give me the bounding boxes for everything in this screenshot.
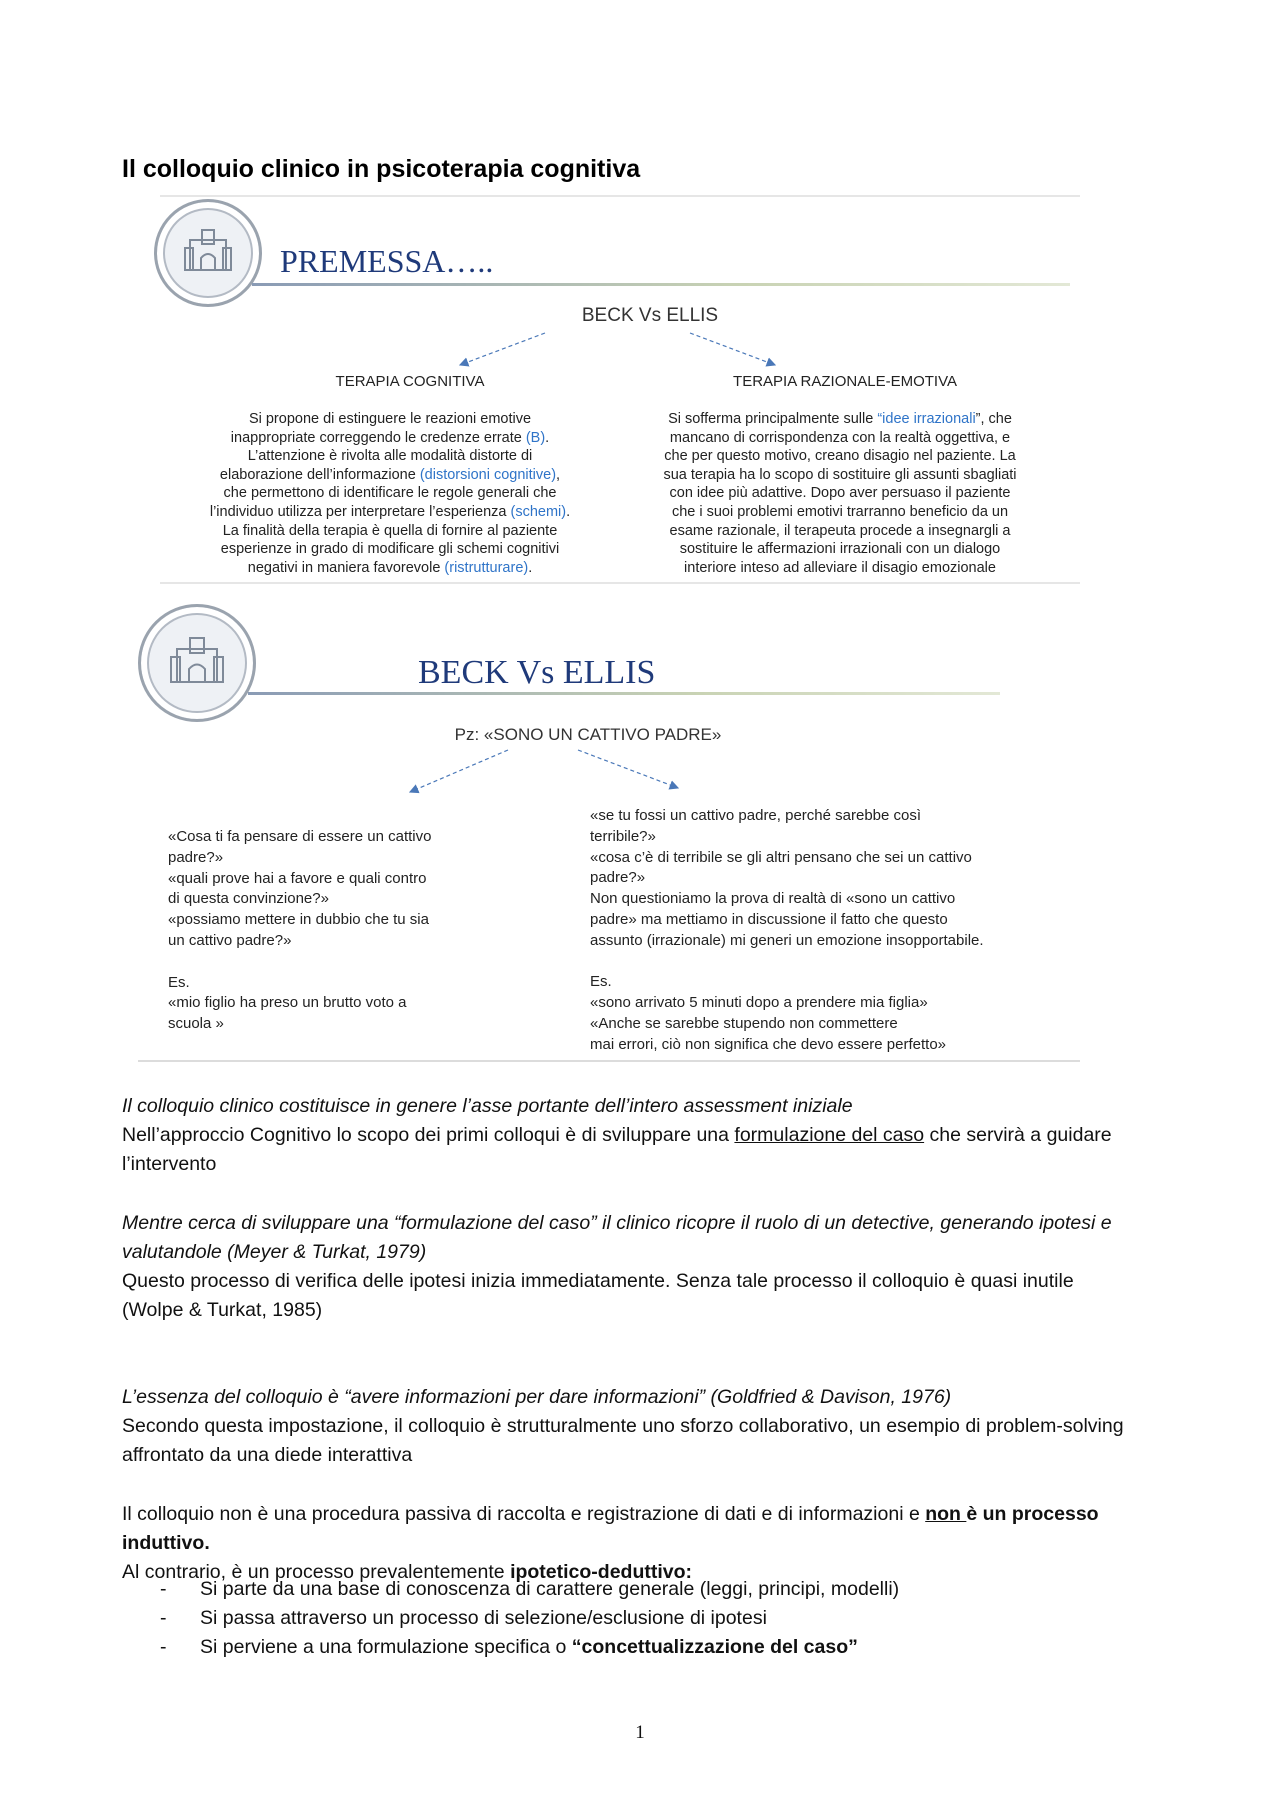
- paragraph-essence: L’essenza del colloquio è “avere informazioni per dare informazioni” (Goldfried & Davison, 1976) Secondo questa impostazione, il colloquio è strutturalmente uno sforzo collaborativo, un esempio di problem-solving affrontato da una diede interattiva: [122, 1386, 1124, 1466]
- slide-beck-vs-ellis: [138, 590, 1080, 1062]
- beck-questions: «Cosa ti fa pensare di essere un cattivo padre?» «quali prove hai a favore e quali contro di questa convinzione?» «possiamo mettere in dubbio che tu sia un cattivo padre?» Es. «mio figlio ha preso un brutto voto a scuola »: [168, 828, 432, 1033]
- right-description: Si sofferma principalmente sulle “idee irrazionali”, che mancano di corrispondenza con la realtà oggettiva, e che per questo motivo, creano disagio nel paziente. La sua terapia ha lo scopo di sostituire gli assunti sbagliati con idee più adattive. Dopo aver persuaso il paziente che i suoi problemi emotivi trarranno beneficio da un esame razionale, il terapeuta procede a insegnargli a sostituire le affermazioni irrazionali con un dialogo interiore inteso ad alleviare il disagio emozionale: [663, 411, 1017, 576]
- slide-premessa: [160, 195, 1080, 584]
- paragraph-induttivo: Il colloquio non è una procedura passiva di raccolta e registrazione di dati e di informazioni e non è un processo induttivo. Al contrario, è un processo prevalentemente ipotetico-deduttivo:: [122, 1503, 1099, 1583]
- list-item: - Si passa attraverso un processo di selezione/esclusione di ipotesi: [160, 1604, 899, 1633]
- left-heading-cognitive: TERAPIA COGNITIVA: [335, 373, 485, 390]
- paragraph-detective: Mentre cerca di sviluppare una “formulazione del caso” il clinico ricopre il ruolo di un detective, generando ipotesi e valutandole (Meyer & Turkat, 1979) Questo processo di verifica delle ipotesi inizia immediatamente. Senza tale processo il colloquio è quasi inutile (Wolpe & Turkat, 1985): [122, 1212, 1112, 1321]
- slide1-title: PREMESSA…..: [280, 243, 494, 279]
- document-title: Il colloquio clinico in psicoterapia cognitiva: [122, 155, 641, 183]
- list-item: - Si parte da una base di conoscenza di carattere generale (leggi, principi, modelli): [160, 1575, 899, 1604]
- slide2-arrows: [138, 590, 1080, 810]
- page-number: 1: [635, 1722, 645, 1743]
- slide2-title: BECK Vs ELLIS: [418, 654, 656, 691]
- deductive-steps-list: [160, 1575, 899, 1662]
- slide2-subtitle: Pz: «SONO UN CATTIVO PADRE»: [454, 725, 722, 744]
- left-description: Si propone di estinguere le reazioni emotive inappropriate correggendo le credenze errate (B). L’attenzione è rivolta alle modalità distorte di elaborazione dell’informazione (distorsioni cognitive), che permettono di identificare le regole generali che l’individuo utilizza per interpretare l’esperienza (schemi). La finalità della terapia è quella di fornire al paziente esperienze in grado di modificare gli schemi cognitivi negativi in maniera favorevole (ristrutturare).: [209, 411, 571, 576]
- slide1-arrows: [160, 197, 1080, 377]
- right-heading-rational-emotive: TERAPIA RAZIONALE-EMOTIVA: [733, 373, 957, 390]
- paragraph-assessment: Il colloquio clinico costituisce in genere l’asse portante dell’intero assessment iniziale Nell’approccio Cognitivo lo scopo dei primi colloqui è di sviluppare una formulazione del caso che servirà a guidare l’intervento: [122, 1095, 1112, 1175]
- slide1-subtitle: BECK Vs ELLIS: [581, 305, 719, 326]
- list-item: - Si perviene a una formulazione specifica o “concettualizzazione del caso”: [160, 1633, 899, 1662]
- ellis-questions: «se tu fossi un cattivo padre, perché sarebbe così terribile?» «cosa c’è di terribile se gli altri pensano che sei un cattivo padre?» Non questioniamo la prova di realtà di «sono un cattivo padre» ma mettiamo in discussione il fatto che questo assunto (irrazionale) mi generi un emozione insopportabile. Es. «sono arrivato 5 minuti dopo a prendere mia figlia» «Anche se sarebbe stupendo non commettere mai errori, ciò non significa che devo essere perfetto»: [590, 807, 984, 1053]
